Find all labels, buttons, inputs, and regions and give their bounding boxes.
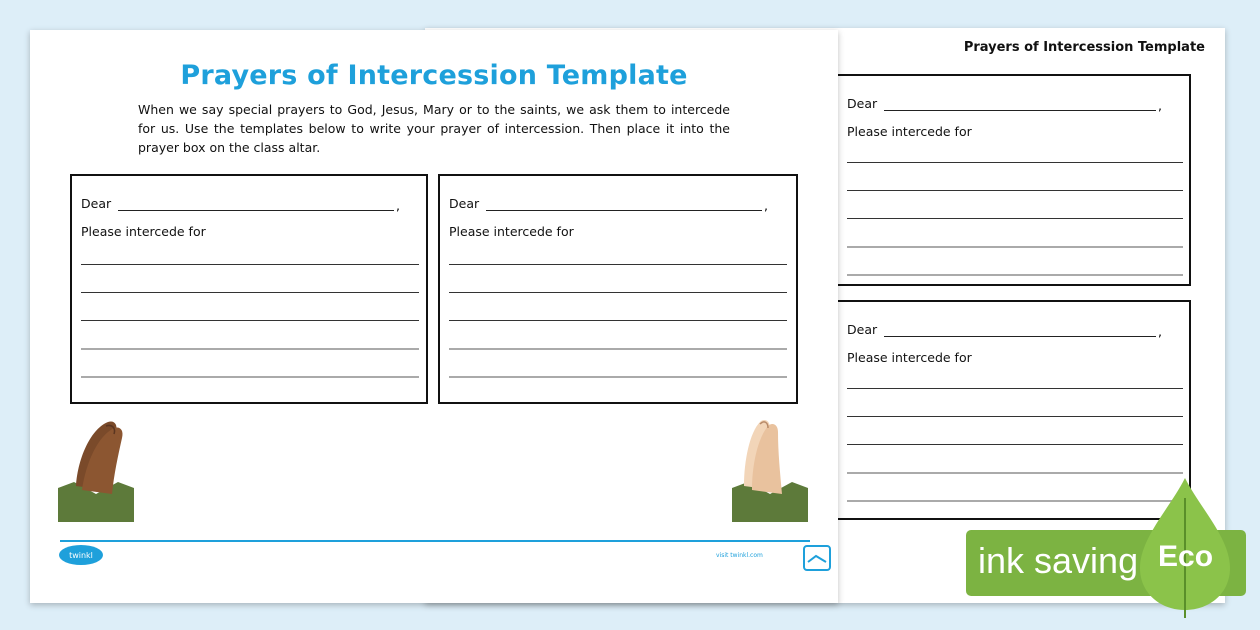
writing-line <box>449 264 787 265</box>
please-intercede-label: Please intercede for <box>449 224 574 239</box>
front-worksheet <box>30 30 838 603</box>
dear-label: Dear <box>847 322 878 337</box>
logo-text: twinkl <box>69 551 93 560</box>
dear-comma: , <box>764 198 768 213</box>
dear-comma: , <box>1158 324 1162 339</box>
please-intercede-label: Please intercede for <box>847 124 972 139</box>
twinkl-logo <box>58 544 104 566</box>
writing-line <box>847 500 1183 502</box>
dear-label: Dear <box>847 96 878 111</box>
praying-hands-dark-icon <box>56 416 136 522</box>
writing-line <box>81 348 419 350</box>
dear-line <box>884 110 1156 111</box>
writing-line <box>847 388 1183 389</box>
writing-line <box>81 320 419 321</box>
footer-divider <box>60 540 810 542</box>
writing-line <box>847 162 1183 163</box>
back-prayer-card-2 <box>836 300 1191 520</box>
dear-label: Dear <box>81 196 112 211</box>
dear-comma: , <box>1158 98 1162 113</box>
writing-line <box>847 444 1183 445</box>
writing-line <box>847 218 1183 219</box>
prayer-card-right <box>438 174 798 404</box>
worksheet-title: Prayers of Intercession Template <box>180 60 688 91</box>
writing-line <box>449 376 787 378</box>
back-prayer-card-1 <box>836 74 1191 286</box>
eco-label: Eco <box>1158 540 1214 573</box>
ink-saving-text: ink saving <box>978 540 1139 581</box>
back-sheet-title: Prayers of Intercession Template <box>963 40 1205 55</box>
footer-badge-icon <box>802 544 832 572</box>
writing-line <box>449 348 787 350</box>
footer-site-text: visit twinkl.com <box>716 552 763 559</box>
prayer-card-left <box>70 174 428 404</box>
praying-hands-light-icon <box>730 416 810 522</box>
writing-line <box>81 264 419 265</box>
dear-comma: , <box>396 198 400 213</box>
writing-line <box>847 190 1183 191</box>
writing-line <box>847 416 1183 417</box>
writing-line <box>81 292 419 293</box>
writing-line <box>81 376 419 378</box>
dear-line <box>486 210 762 211</box>
please-intercede-label: Please intercede for <box>847 350 972 365</box>
dear-label: Dear <box>449 196 480 211</box>
writing-line <box>449 292 787 293</box>
writing-line <box>847 472 1183 474</box>
please-intercede-label: Please intercede for <box>81 224 206 239</box>
worksheet-instructions: When we say special prayers to God, Jesus, Mary or to the saints, we ask them to intercede for us. Use the templates below to write your prayer of intercession. Then place it into the prayer box on the class altar. <box>138 102 730 155</box>
writing-line <box>847 246 1183 248</box>
writing-line <box>449 320 787 321</box>
dear-line <box>118 210 394 211</box>
dear-line <box>884 336 1156 337</box>
writing-line <box>847 274 1183 276</box>
